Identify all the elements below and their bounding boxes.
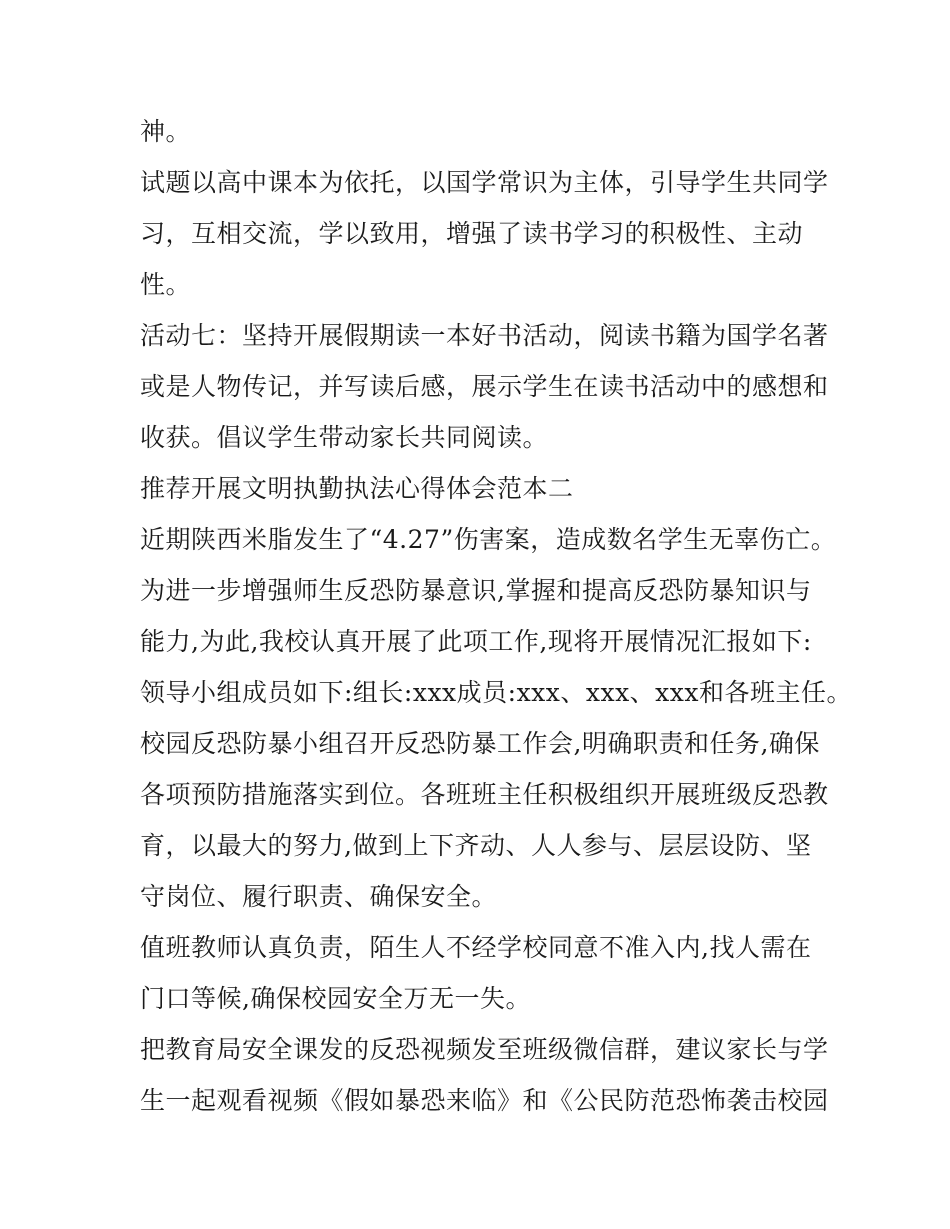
text-line: 或是人物传记，并写读后感，展示学生在读书活动中的感想和 (140, 372, 829, 401)
text-line: 近期陕西米脂发生了“4.27”伤害案，造成数名学生无辜伤亡。 (140, 525, 837, 554)
text-line: 生一起观看视频《假如暴恐来临》和《公民防范恐怖袭击校园 (140, 1086, 829, 1115)
text-line: 领导小组成员如下:组长:xxx成员:xxx、xxx、xxx和各班主任。 (140, 678, 852, 707)
text-line: 能力,为此,我校认真开展了此项工作,现将开展情况汇报如下: (140, 627, 812, 656)
text-line: 育，以最大的努力,做到上下齐动、人人参与、层层设防、坚 (140, 831, 812, 860)
text-line: 习，互相交流，学以致用，增强了读书学习的积极性、主动 (140, 219, 804, 248)
text-line: 各项预防措施落实到位。各班班主任积极组织开展班级反恐教 (140, 780, 829, 809)
text-line: 值班教师认真负责，陌生人不经学校同意不准入内,找人需在 (140, 933, 812, 962)
text-line: 活动七：坚持开展假期读一本好书活动，阅读书籍为国学名著 (140, 321, 829, 350)
text-line: 守岗位、履行职责、确保安全。 (140, 882, 498, 911)
text-line: 把教育局安全课发的反恐视频发至班级微信群，建议家长与学 (140, 1035, 829, 1064)
text-line: 试题以高中课本为依托，以国学常识为主体，引导学生共同学 (140, 168, 829, 197)
text-line: 校园反恐防暴小组召开反恐防暴工作会,明确职责和任务,确保 (140, 729, 820, 758)
text-line: 神。 (140, 117, 192, 146)
text-line: 门口等候,确保校园安全万无一失。 (140, 984, 531, 1013)
text-line: 收获。倡议学生带动家长共同阅读。 (140, 423, 549, 452)
section-heading: 推荐开展文明执勤执法心得体会范本二 (140, 474, 574, 503)
text-line: 为进一步增强师生反恐防暴意识,掌握和提高反恐防暴知识与 (140, 576, 812, 605)
document-body (140, 106, 852, 1126)
text-line: 性。 (140, 270, 192, 299)
